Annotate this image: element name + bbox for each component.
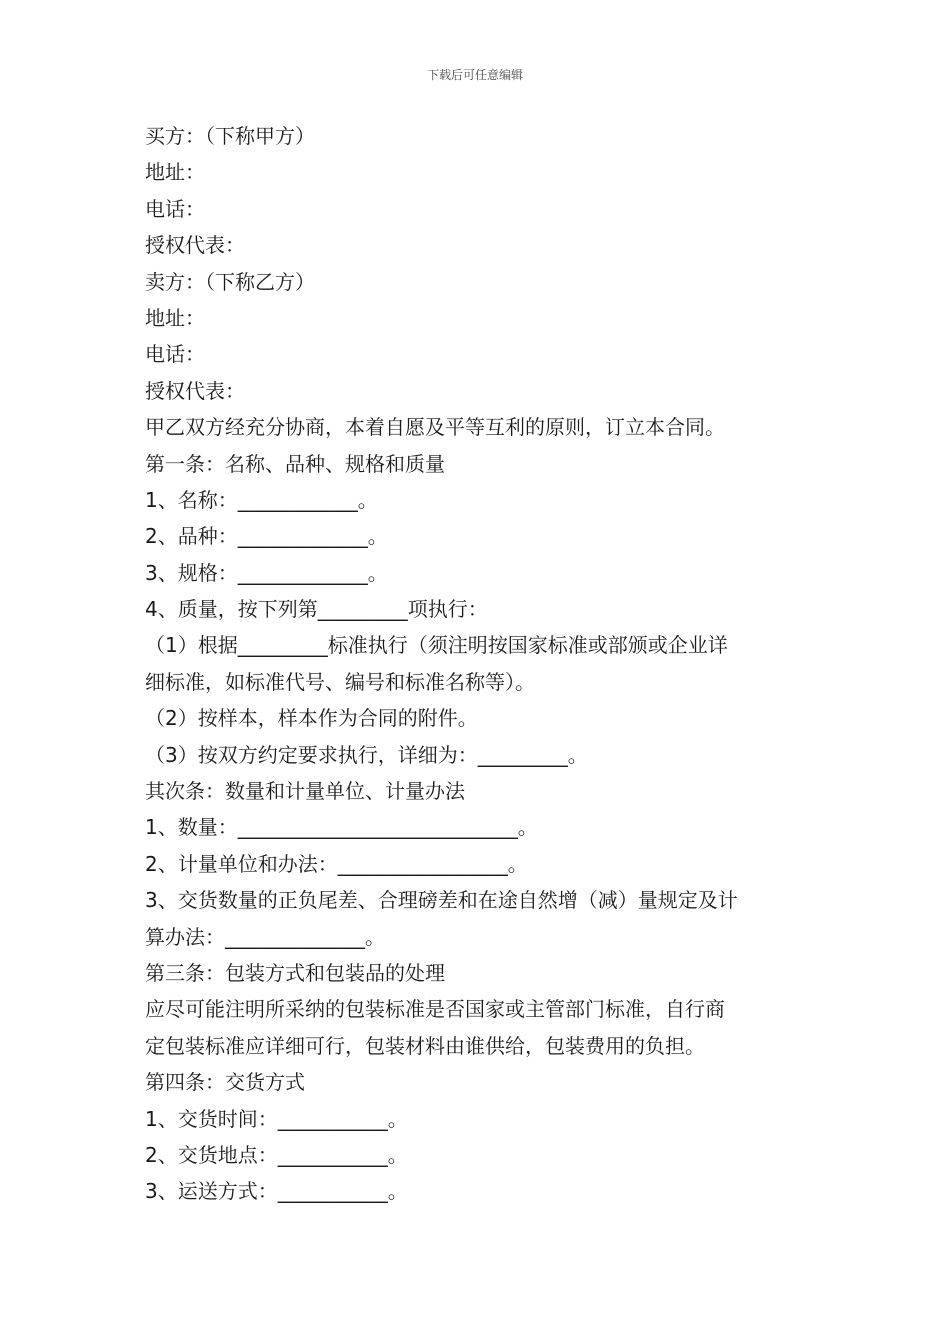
- preamble-line: 甲乙双方经充分协商，本着自愿及平等互利的原则，订立本合同。: [145, 415, 725, 440]
- article-2-item-tolerance-line-1: 3、交货数量的正负尾差、合理磅差和在途自然增（减）量规定及计: [145, 888, 738, 913]
- article-2-item-unit: 2、计量单位和办法：_________________。: [145, 851, 528, 876]
- seller-line: 卖方：（下称乙方）: [145, 269, 315, 294]
- article-1-item-spec: 3、规格：_____________。: [145, 560, 388, 585]
- article-3-text-line-2: 定包装标准应详细可行，包装材料由谁供给，包装费用的负担。: [145, 1033, 705, 1058]
- article-1-item-quality: 4、质量，按下列第_________项执行：: [145, 597, 488, 622]
- seller-phone-line: 电话：: [145, 342, 205, 367]
- article-2-item-tolerance-line-2: 算办法：______________。: [145, 924, 385, 949]
- page-header: 下载后可任意编辑: [426, 68, 523, 82]
- quality-option-1-line-1: （1）根据_________标准执行（须注明按国家标准或部颁或企业详: [145, 633, 728, 658]
- article-4-item-time: 1、交货时间：___________。: [145, 1106, 408, 1131]
- article-1-item-name: 1、名称：____________。: [145, 487, 378, 512]
- buyer-phone-line: 电话：: [145, 196, 205, 221]
- article-3-heading: 第三条：包装方式和包装品的处理: [145, 960, 445, 985]
- buyer-line: 买方：（下称甲方）: [145, 124, 315, 148]
- quality-option-1-line-2: 细标准，如标准代号、编号和标准名称等）。: [145, 669, 535, 694]
- article-1-item-variety: 2、品种：_____________。: [145, 524, 388, 549]
- buyer-address-line: 地址：: [145, 160, 205, 185]
- buyer-representative-line: 授权代表：: [145, 233, 245, 258]
- contract-body: [145, 118, 815, 1210]
- seller-address-line: 地址：: [145, 305, 205, 330]
- article-2-heading: 其次条：数量和计量单位、计量办法: [145, 779, 465, 804]
- seller-representative-line: 授权代表：: [145, 378, 245, 403]
- article-2-item-quantity: 1、数量：____________________________。: [145, 815, 538, 840]
- article-4-heading: 第四条：交货方式: [145, 1070, 305, 1095]
- article-1-heading: 第一条：名称、品种、规格和质量: [145, 451, 445, 476]
- quality-option-3: （3）按双方约定要求执行，详细为：_________。: [145, 742, 588, 767]
- quality-option-2: （2）按样本，样本作为合同的附件。: [145, 706, 478, 731]
- article-3-text-line-1: 应尽可能注明所采纳的包装标准是否国家或主管部门标准，自行商: [145, 997, 725, 1022]
- article-4-item-transport: 3、运送方式：___________。: [145, 1179, 408, 1204]
- article-4-item-place: 2、交货地点：___________。: [145, 1142, 408, 1167]
